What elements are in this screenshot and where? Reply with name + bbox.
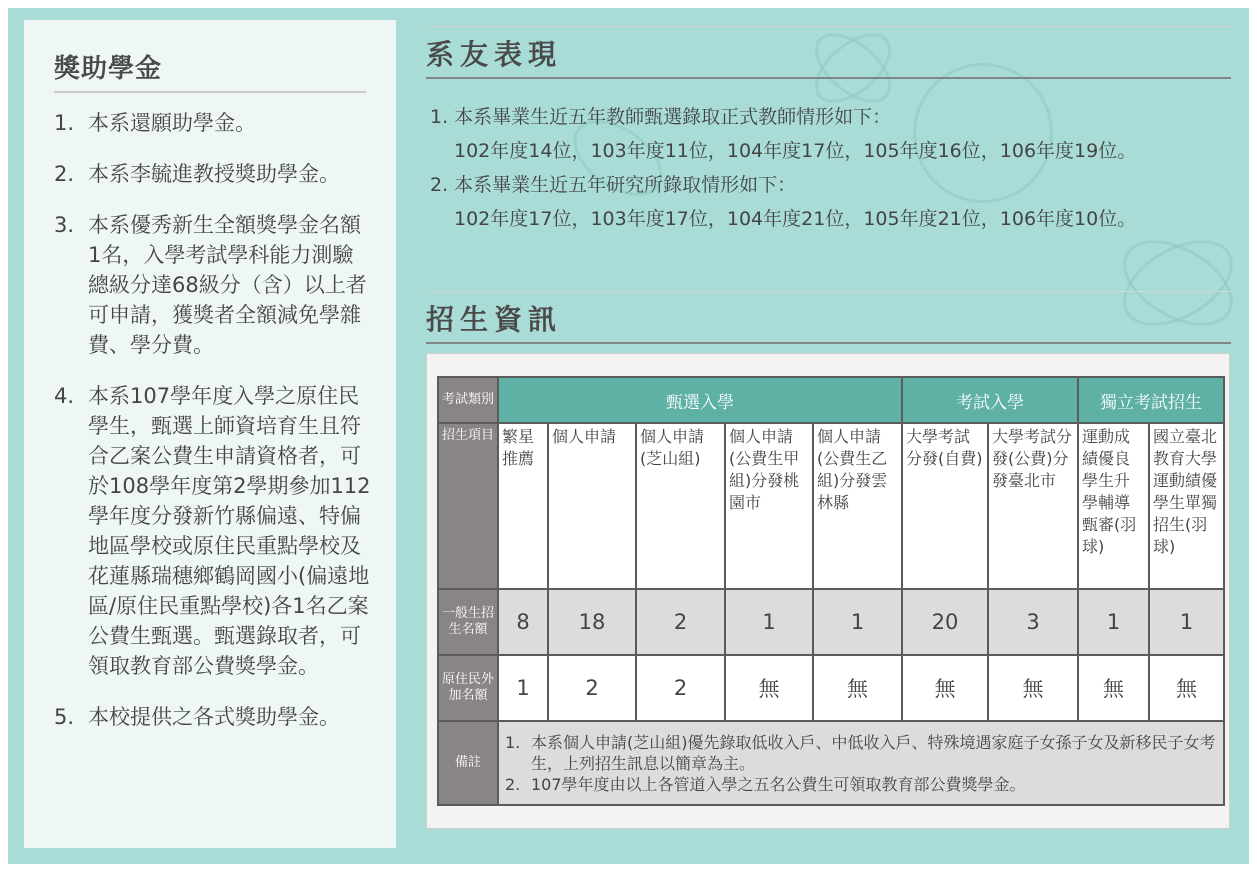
list-item	[54, 381, 372, 681]
list-number: 5.	[54, 705, 75, 729]
list-item	[54, 210, 372, 360]
table-cell: 國立臺北教育大學運動績優學生單獨招生(羽球)	[1149, 423, 1224, 589]
table-cell: 2	[548, 655, 636, 721]
note-text: 本系個人申請(芝山組)優先錄取低收入戶、中低收入戶、特殊境遇家庭子女孫子女及新移民子女考生，上列招生訊息以簡章為主。	[531, 732, 1216, 773]
page-background	[8, 8, 1249, 864]
list-number: 4.	[54, 384, 75, 408]
admissions-section-header	[426, 291, 1231, 344]
row-header-note: 備註	[438, 721, 498, 805]
note-item	[505, 732, 1217, 774]
alumni-title: 系友表現	[426, 38, 563, 71]
table-row	[438, 721, 1224, 805]
table-cell: 大學考試分發(公費)分發臺北市	[988, 423, 1078, 589]
table-cell: 1	[498, 655, 548, 721]
list-item	[54, 702, 372, 732]
row-header-category: 考試類別	[438, 377, 498, 423]
table-cell: 2	[636, 655, 725, 721]
group-header: 考試入學	[902, 377, 1078, 423]
table-cell: 無	[813, 655, 902, 721]
row-header-item: 招生項目	[438, 423, 498, 589]
note-text: 107學年度由以上各管道入學之五名公費生可領取教育部公費獎學金。	[531, 774, 1026, 794]
list-number: 3.	[54, 213, 75, 237]
table-cell: 無	[988, 655, 1078, 721]
table-row	[438, 377, 1224, 423]
table-row	[438, 423, 1224, 589]
admissions-table-container	[426, 353, 1230, 829]
alumni-line-1: 1. 本系畢業生近五年教師甄選錄取正式教師情形如下：	[430, 106, 892, 128]
group-header: 獨立考試招生	[1078, 377, 1224, 423]
table-cell: 3	[988, 589, 1078, 655]
admissions-title: 招生資訊	[426, 303, 563, 336]
note-number: 2.	[505, 774, 521, 794]
alumni-line-1-detail: 102年度14位，103年度11位，104年度17位，105年度16位，106年度19位。	[454, 140, 1137, 162]
table-cell: 無	[902, 655, 988, 721]
list-item	[54, 159, 372, 189]
scholarship-panel	[24, 20, 396, 848]
table-cell: 無	[1078, 655, 1149, 721]
scholarship-title: 獎助學金	[54, 48, 366, 93]
list-text: 本系優秀新生全額獎學金名額1名，入學考試學科能力測驗總級分達68級分（含）以上者可申請，獲獎者全額減免學雜費、學分費。	[88, 213, 367, 357]
table-cell: 1	[1078, 589, 1149, 655]
table-cell: 1	[725, 589, 813, 655]
table-cell: 20	[902, 589, 988, 655]
table-cell: 繁星推薦	[498, 423, 548, 589]
list-text: 本校提供之各式獎助學金。	[88, 705, 340, 729]
alumni-section-header	[426, 26, 1231, 79]
admissions-table	[437, 376, 1225, 806]
table-cell: 無	[725, 655, 813, 721]
table-cell: 無	[1149, 655, 1224, 721]
table-cell: 1	[1149, 589, 1224, 655]
list-text: 本系還願助學金。	[88, 111, 256, 135]
table-cell: 個人申請(公費生乙組)分發雲林縣	[813, 423, 902, 589]
table-row	[438, 655, 1224, 721]
table-cell: 大學考試分發(自費)	[902, 423, 988, 589]
notes-cell	[498, 721, 1224, 805]
alumni-line-2: 2. 本系畢業生近五年研究所錄取情形如下：	[430, 174, 797, 196]
alumni-body	[430, 100, 1230, 236]
table-cell: 8	[498, 589, 548, 655]
table-cell: 個人申請	[548, 423, 636, 589]
table-row	[438, 589, 1224, 655]
table-cell: 1	[813, 589, 902, 655]
table-cell: 個人申請(公費生甲組)分發桃園市	[725, 423, 813, 589]
alumni-line-2-detail: 102年度17位，103年度17位，104年度21位，105年度21位，106年度10位。	[454, 208, 1137, 230]
row-header-general-quota: 一般生招生名額	[438, 589, 498, 655]
list-number: 2.	[54, 162, 75, 186]
table-cell: 2	[636, 589, 725, 655]
note-item	[505, 774, 1217, 795]
table-cell: 18	[548, 589, 636, 655]
list-item	[54, 108, 372, 138]
note-number: 1.	[505, 732, 521, 752]
table-cell: 運動成績優良學生升學輔導甄審(羽球)	[1078, 423, 1149, 589]
list-text: 本系107學年度入學之原住民學生，甄選上師資培育生且符合乙案公費生申請資格者，可於108學年度第2學期參加112學年度分發新竹縣偏遠、特偏地區學校或原住民重點學校及花蓮縣瑞穗鄉鶴岡國小(偏遠地區/原住民重點學校)各1名乙案公費生甄選。甄選錄取者，可領取教育部公費獎學金。	[88, 384, 371, 678]
scholarship-list	[54, 108, 372, 753]
group-header: 甄選入學	[498, 377, 902, 423]
list-number: 1.	[54, 111, 75, 135]
row-header-indigenous-quota: 原住民外加名額	[438, 655, 498, 721]
list-text: 本系李毓進教授獎助學金。	[88, 162, 340, 186]
table-cell: 個人申請(芝山組)	[636, 423, 725, 589]
